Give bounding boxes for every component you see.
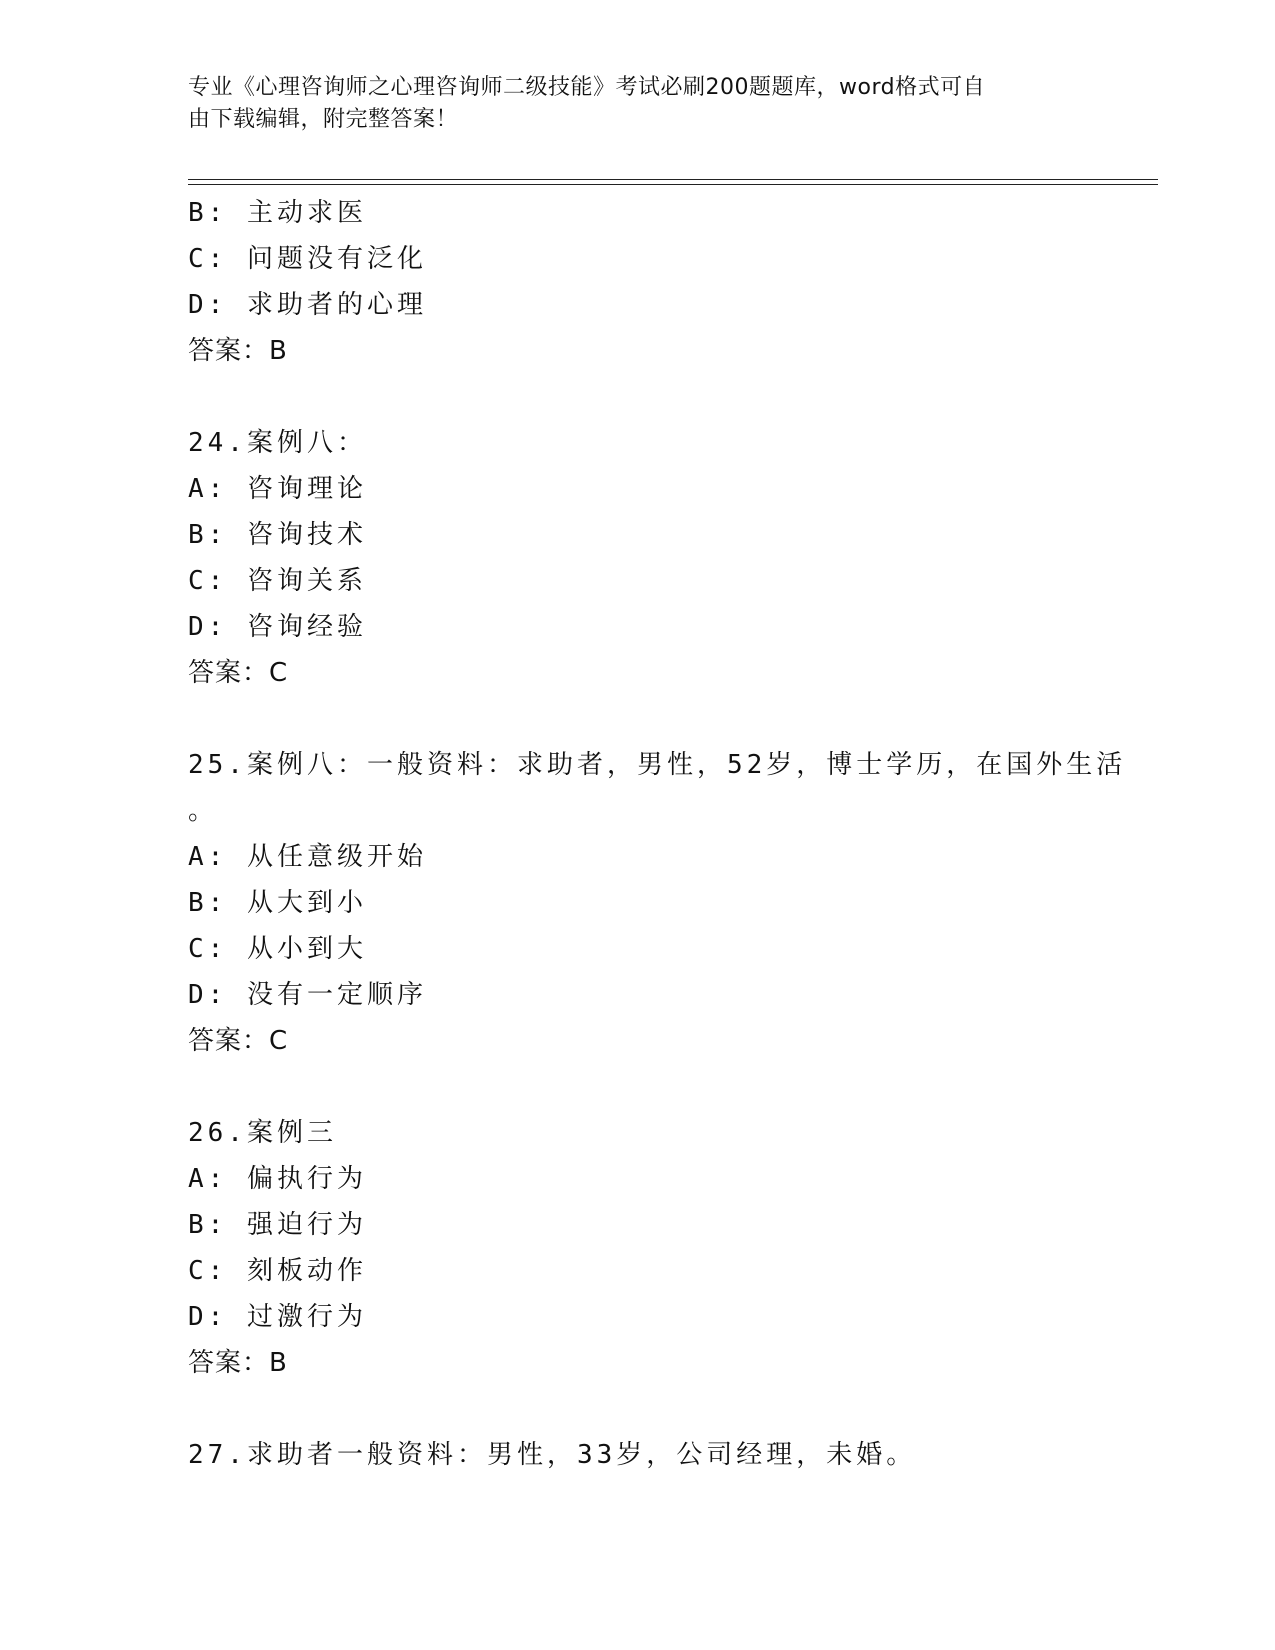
question-text-continuation: 。: [188, 796, 215, 826]
option-d: D: 求助者的心理: [188, 290, 427, 320]
question-text: 24.案例八：: [188, 428, 367, 458]
question-block: [188, 742, 1148, 1064]
question-block: [188, 190, 1148, 374]
question-text: 26.案例三: [188, 1118, 337, 1148]
option-c: C: 问题没有泛化: [188, 244, 427, 274]
header-divider-bottom: [188, 184, 1158, 185]
option-d: D: 过激行为: [188, 1302, 367, 1332]
option-c: C: 刻板动作: [188, 1256, 367, 1286]
answer-line: 答案：B: [188, 1348, 288, 1378]
spacer: [188, 1064, 1148, 1110]
option-b: B: 主动求医: [188, 198, 367, 228]
option-b: B: 咨询技术: [188, 520, 367, 550]
document-header: [188, 72, 1068, 136]
header-divider-top: [188, 179, 1158, 180]
option-b: B: 强迫行为: [188, 1210, 367, 1240]
option-b: B: 从大到小: [188, 888, 367, 918]
spacer: [188, 374, 1148, 420]
option-c: C: 从小到大: [188, 934, 367, 964]
question-text: 27.求助者一般资料：男性，33岁，公司经理，未婚。: [188, 1440, 917, 1470]
option-a: A: 从任意级开始: [188, 842, 427, 872]
spacer: [188, 1386, 1148, 1432]
question-list: [188, 190, 1148, 1478]
header-line-2: 由下载编辑，附完整答案！: [188, 107, 459, 132]
question-block: [188, 1432, 1148, 1478]
question-text: 25.案例八：一般资料：求助者，男性，52岁，博士学历，在国外生活: [188, 750, 1127, 780]
question-block: [188, 420, 1148, 696]
spacer: [188, 696, 1148, 742]
option-d: D: 没有一定顺序: [188, 980, 427, 1010]
question-block: [188, 1110, 1148, 1386]
header-line-1: 专业《心理咨询师之心理咨询师二级技能》考试必刷200题题库，word格式可自: [188, 75, 986, 100]
option-d: D: 咨询经验: [188, 612, 367, 642]
answer-line: 答案：B: [188, 336, 288, 366]
option-a: A: 偏执行为: [188, 1164, 367, 1194]
option-a: A: 咨询理论: [188, 474, 367, 504]
answer-line: 答案：C: [188, 1026, 289, 1056]
option-c: C: 咨询关系: [188, 566, 367, 596]
answer-line: 答案：C: [188, 658, 289, 688]
